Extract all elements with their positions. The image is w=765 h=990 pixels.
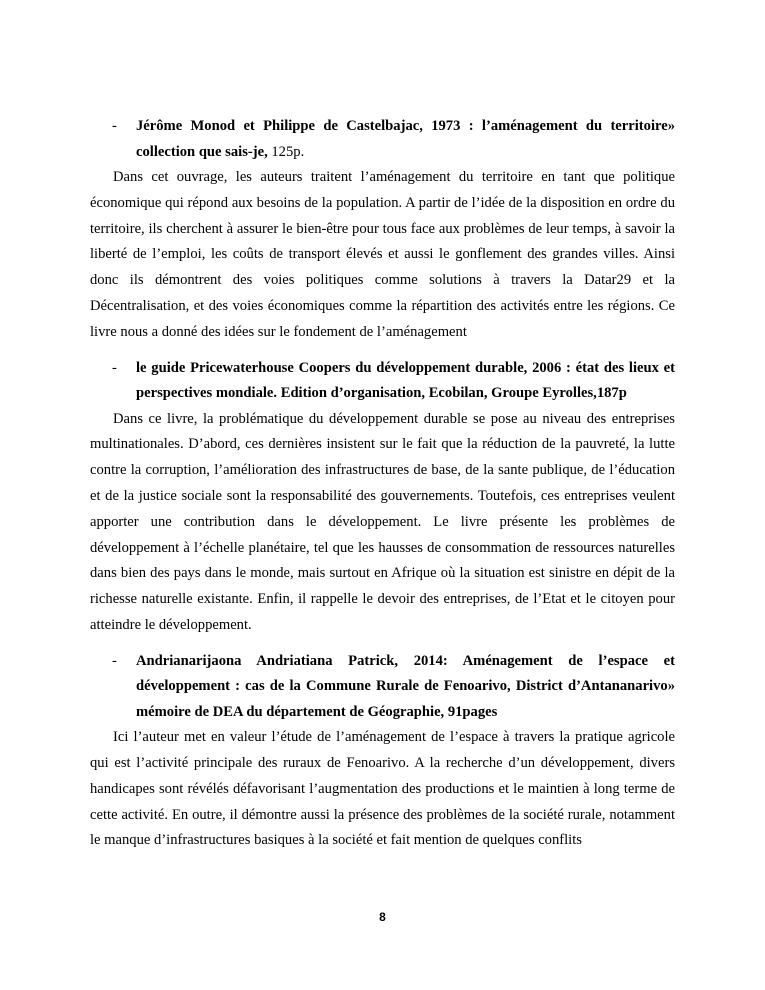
reference-citation: [90, 114, 675, 165]
reference-summary: Ici l’auteur met en valeur l’étude de l’aménagement de l’espace à travers la pratique agricole qui est l’activité principale des ruraux de Fenoarivo. A la recherche d’un développement, divers handicapes sont révélés défavorisant l’augmentation des productions et le maintien à long terme de cette activité. En outre, il démontre aussi la présence des problèmes de la société rurale, notamment le manque d’infrastructures basiques à la société et fait mention de quelques conflits: [90, 729, 675, 849]
page-number: 8: [379, 910, 386, 924]
reference-summary: Dans cet ouvrage, les auteurs traitent l’aménagement du territoire en tant que politique économique qui répond aux besoins de la population. A partir de l’idée de la disposition en ordre du territoire, ils cherchent à assurer le bien-être pour tous face aux problèmes de leur temps, à savoir la liberté de l’emploi, les coûts de transport élevés et aussi le gonflement des grandes villes. Ainsi donc ils démontrent des voies politiques comme solutions à travers la Datar29 et la Décentralisation, et des voies économiques comme la répartition des activités entre les régions. Ce livre nous a donné des idées sur le fondement de l’aménagement: [90, 169, 675, 340]
page-content: [90, 114, 675, 854]
reference-summary: Dans ce livre, la problématique du développement durable se pose au niveau des entreprises multinationales. D’abord, ces dernières insistent sur le fait que la réduction de la pauvreté, la lutte contre la corruption, l’amélioration des infrastructures de base, de la sante publique, de l’éducation et de la justice sociale sont la responsabilité des gouvernements. Toutefois, ces entreprises veulent apporter une contribution dans le développement. Le livre présente les problèmes de développement à l’échelle planétaire, tel que les hausses de consommation de ressources naturelles dans bien des pays dans le monde, mais surtout en Afrique où la situation est sinistre en dépit de la richesse naturelle existante. Enfin, il rappelle le devoir des entreprises, de l’Etat et le citoyen pour atteindre le développement.: [90, 410, 675, 633]
list-dash: -: [112, 118, 117, 134]
bibliography-entry-3: [90, 649, 675, 854]
reference-title: le guide Pricewaterhouse Coopers du développement durable, 2006 : état des lieux et perspectives mondiale. Edition d’organisation, Ecobilan, Groupe Eyrolles,187p: [136, 359, 675, 402]
bibliography-entry-1: [90, 114, 675, 346]
reference-title: Jérôme Monod et Philippe de Castelbajac, 1973 : l’aménagement du territoire» collection que sais-je,: [136, 118, 675, 160]
reference-citation: [90, 356, 675, 407]
reference-citation: [90, 649, 675, 726]
bibliography-entry-2: [90, 356, 675, 639]
reference-pages: 125p.: [267, 143, 305, 160]
reference-title: Andrianarijaona Andriatiana Patrick, 2014: Aménagement de l’espace et développement : cas de la Commune Rurale de Fenoarivo, District d’Antananarivo» mémoire de DEA du département de Géographie, 91pages: [136, 652, 675, 720]
list-dash: -: [112, 652, 117, 669]
list-dash: -: [112, 359, 117, 376]
